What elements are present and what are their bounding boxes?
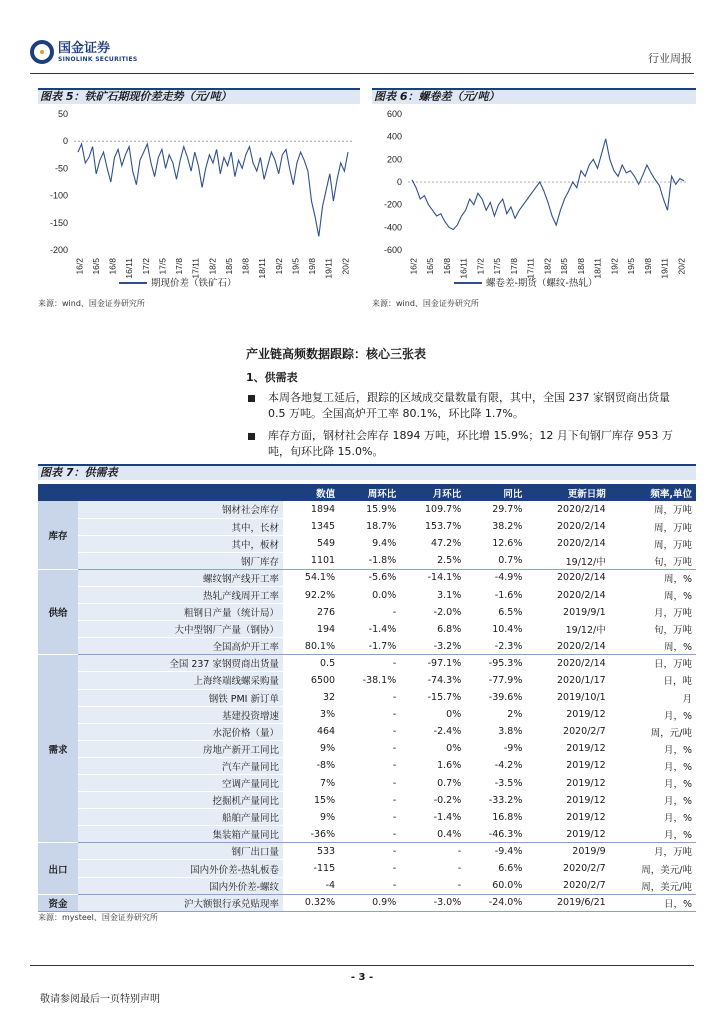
table-cell: 旬，万吨	[610, 621, 696, 638]
table-cell: 周，美元/吨	[610, 877, 696, 894]
table-cell: 月，%	[610, 740, 696, 757]
table-cell: 1894	[283, 501, 339, 518]
table-cell: 2%	[465, 706, 526, 723]
table-cell: 15.9%	[339, 501, 400, 518]
table-cell: 2020/2/7	[526, 877, 609, 894]
indicator-name: 钢材社会库存	[78, 501, 283, 518]
indicator-name: 沪大额银行承兑贴现率	[78, 894, 283, 911]
table-row	[38, 569, 696, 586]
table-cell: -24.0%	[465, 894, 526, 911]
table-cell: 2019/12	[526, 706, 609, 723]
table-cell: -	[339, 826, 400, 843]
indicator-name: 钢厂出口量	[78, 843, 283, 860]
table-cell: 32	[283, 689, 339, 706]
table-header-cell: 周环比	[339, 484, 400, 501]
logo-icon	[30, 40, 54, 64]
table-cell: 109.7%	[400, 501, 465, 518]
y-tick-label: 400	[386, 131, 402, 142]
table-cell: -115	[283, 860, 339, 877]
table-cell: -	[339, 723, 400, 740]
table-cell: -2.0%	[400, 604, 465, 621]
table-cell: 6.6%	[465, 860, 526, 877]
table-cell: 2019/9/1	[526, 604, 609, 621]
table-cell: -3.5%	[465, 775, 526, 792]
table-cell: 38.2%	[465, 518, 526, 535]
table-row	[38, 655, 696, 672]
x-tick-label: 19/11	[659, 258, 670, 279]
x-tick-label: 17/8	[174, 258, 184, 275]
figure7-title: 图表 7：供需表	[38, 464, 696, 480]
table-row	[38, 723, 696, 740]
table-row	[38, 740, 696, 757]
table-cell: -	[339, 775, 400, 792]
table-cell: 旬，万吨	[610, 552, 696, 569]
report-type: 行业周报	[648, 52, 692, 65]
table-cell: 9%	[283, 809, 339, 826]
table-cell: -	[339, 706, 400, 723]
table-cell: 周，%	[610, 586, 696, 603]
x-tick-label: 16/11	[124, 258, 135, 279]
y-tick-label: 0	[62, 136, 68, 147]
table-cell: 0.0%	[339, 586, 400, 603]
indicator-name: 螺纹钢产线开工率	[78, 569, 283, 586]
logo-cn: 国金证券	[58, 40, 111, 56]
y-tick-label: -150	[49, 217, 68, 228]
table-cell: 日，%	[610, 894, 696, 911]
table-cell: 0.7%	[465, 552, 526, 569]
category-cell: 需求	[38, 655, 78, 843]
table-cell: 47.2%	[400, 535, 465, 552]
table-cell: -46.3%	[465, 826, 526, 843]
table-cell: 3.1%	[400, 586, 465, 603]
table-cell: 周，万吨	[610, 518, 696, 535]
y-tick-label: -600	[383, 245, 402, 255]
table-cell: 54.1%	[283, 569, 339, 586]
table-cell: 0%	[400, 706, 465, 723]
x-tick-label: 18/5	[559, 258, 569, 275]
y-tick-label: 0	[396, 177, 402, 187]
y-tick-label: 200	[386, 154, 402, 165]
table-cell: 15%	[283, 792, 339, 809]
table-cell: -9%	[465, 740, 526, 757]
table-cell: 月，万吨	[610, 843, 696, 860]
table-cell: -38.1%	[339, 672, 400, 689]
table-row	[38, 843, 696, 860]
table-cell: -	[339, 757, 400, 774]
table-cell: 18.7%	[339, 518, 400, 535]
x-tick-label: 18/8	[240, 258, 251, 275]
table-row	[38, 621, 696, 638]
table-row	[38, 809, 696, 826]
table-cell: -0.2%	[400, 792, 465, 809]
table-cell: 2019/9	[526, 843, 609, 860]
table-cell: 2020/2/14	[526, 518, 609, 535]
indicator-name: 其中，长材	[78, 518, 283, 535]
table-cell: -1.7%	[339, 638, 400, 655]
table-cell: -	[400, 877, 465, 894]
table-row	[38, 775, 696, 792]
table-cell: -	[400, 843, 465, 860]
legend-label: 螺卷差-期货（螺纹-热轧）	[486, 278, 598, 289]
bullet-icon	[248, 433, 255, 440]
table-cell: 月，%	[610, 826, 696, 843]
table-cell: 2020/2/14	[526, 501, 609, 518]
table-cell: 周，万吨	[610, 535, 696, 552]
category-cell: 出口	[38, 843, 78, 894]
table-cell: 80.1%	[283, 638, 339, 655]
table-cell: -4.2%	[465, 757, 526, 774]
table-row	[38, 552, 696, 569]
table-cell: 0.4%	[400, 826, 465, 843]
table-cell: -97.1%	[400, 655, 465, 672]
series-line	[78, 144, 348, 237]
table-cell: -	[400, 860, 465, 877]
table-cell: -	[339, 792, 400, 809]
bullet-icon	[248, 395, 255, 402]
table-cell: 3%	[283, 706, 339, 723]
table-cell: -	[339, 655, 400, 672]
table-cell: -4	[283, 877, 339, 894]
table-row	[38, 672, 696, 689]
table-cell: 周，美元/吨	[610, 860, 696, 877]
table-cell: -1.4%	[400, 809, 465, 826]
x-tick-label: 18/5	[223, 258, 234, 275]
table-cell: 92.2%	[283, 586, 339, 603]
indicator-name: 大中型钢厂产量（钢协）	[78, 621, 283, 638]
x-tick-label: 16/5	[425, 258, 435, 275]
figure5-title: 图表 5：铁矿石期现价差走势（元/吨）	[38, 88, 360, 104]
indicator-name: 钢铁 PMI 新订单	[78, 689, 283, 706]
x-tick-label: 16/11	[458, 258, 469, 279]
x-tick-label: 17/11	[190, 258, 201, 279]
indicator-name: 集装箱产量同比	[78, 826, 283, 843]
table-cell: 2.5%	[400, 552, 465, 569]
table-cell: 月	[610, 689, 696, 706]
figure5-chart	[38, 106, 360, 294]
indicator-name: 水泥价格（量）	[78, 723, 283, 740]
x-tick-label: 16/8	[441, 258, 452, 275]
table-cell: 2019/12	[526, 757, 609, 774]
y-tick-label: -50	[54, 163, 68, 174]
table-row	[38, 638, 696, 655]
x-tick-label: 19/2	[273, 258, 284, 275]
table-header-cell: 更新日期	[526, 484, 609, 501]
indicator-name: 全国高炉开工率	[78, 638, 283, 655]
x-tick-label: 18/8	[575, 258, 586, 275]
table-cell: -1.4%	[339, 621, 400, 638]
table-cell: 2019/12	[526, 792, 609, 809]
table-cell: -	[339, 689, 400, 706]
table-cell: 6.8%	[400, 621, 465, 638]
table-cell: 2019/12	[526, 740, 609, 757]
table-cell: -1.8%	[339, 552, 400, 569]
x-tick-label: 16/2	[74, 258, 85, 275]
figure6-chart	[372, 106, 696, 294]
table-cell: -1.6%	[465, 586, 526, 603]
table-cell: 464	[283, 723, 339, 740]
table-cell: -74.3%	[400, 672, 465, 689]
table-cell: 533	[283, 843, 339, 860]
table-cell: 2019/12	[526, 775, 609, 792]
table-cell: 6500	[283, 672, 339, 689]
x-tick-label: 17/8	[508, 258, 519, 275]
table-cell: 19/12/中	[526, 552, 609, 569]
table-cell: 2019/6/21	[526, 894, 609, 911]
table-cell: 周，万吨	[610, 501, 696, 518]
indicator-name: 粗钢日产量（统计局）	[78, 604, 283, 621]
table-header-cell: 频率,单位	[610, 484, 696, 501]
indicator-name: 国内外价差-螺纹	[78, 877, 283, 894]
table-cell: -3.2%	[400, 638, 465, 655]
category-cell: 资金	[38, 894, 78, 911]
indicator-name: 上海终端线螺采购量	[78, 672, 283, 689]
table-cell: -8%	[283, 757, 339, 774]
table-cell: 3.8%	[465, 723, 526, 740]
table-cell: -33.2%	[465, 792, 526, 809]
x-tick-label: 17/5	[492, 258, 502, 275]
x-tick-label: 17/2	[140, 258, 151, 275]
table-row	[38, 792, 696, 809]
table-cell: 月，万吨	[610, 604, 696, 621]
table-cell: 0.9%	[339, 894, 400, 911]
figure5-source: 来源：wind、国金证券研究所	[38, 299, 145, 308]
table-cell: -9.4%	[465, 843, 526, 860]
table-cell: 6.5%	[465, 604, 526, 621]
indicator-name: 房地产新开工同比	[78, 740, 283, 757]
x-tick-label: 19/5	[626, 258, 636, 275]
table-cell: 60.0%	[465, 877, 526, 894]
section-title: 产业链高频数据跟踪：核心三张表	[246, 347, 427, 361]
table-row	[38, 586, 696, 603]
y-tick-label: 600	[386, 109, 402, 119]
y-tick-label: -100	[49, 190, 68, 201]
page-header	[30, 36, 694, 74]
table-cell: 2020/2/14	[526, 535, 609, 552]
table-cell: 2020/2/14	[526, 638, 609, 655]
table-row	[38, 757, 696, 774]
table-row	[38, 877, 696, 894]
table-cell: 2019/10/1	[526, 689, 609, 706]
table-row	[38, 689, 696, 706]
indicator-name: 空调产量同比	[78, 775, 283, 792]
indicator-name: 挖掘机产量同比	[78, 792, 283, 809]
table-cell: -4.9%	[465, 569, 526, 586]
table-row	[38, 706, 696, 723]
y-tick-label: -200	[383, 199, 402, 210]
x-tick-label: 20/2	[676, 258, 687, 275]
table-cell: -2.3%	[465, 638, 526, 655]
indicator-name: 全国 237 家钢贸商出货量	[78, 655, 283, 672]
table-cell: 1.6%	[400, 757, 465, 774]
x-tick-label: 19/8	[642, 258, 653, 275]
table-row	[38, 826, 696, 843]
bullet-inventory	[248, 428, 688, 460]
table-cell: 月，%	[610, 706, 696, 723]
table-cell: -3.0%	[400, 894, 465, 911]
x-tick-label: 17/5	[157, 258, 168, 275]
figure6-source: 来源：wind、国金证券研究所	[372, 299, 479, 308]
x-tick-label: 18/11	[257, 258, 268, 279]
logo-en: SINOLINK SECURITIES	[58, 55, 138, 63]
x-tick-label: 16/2	[408, 258, 419, 275]
disclaimer: 敬请参阅最后一页特别声明	[40, 994, 160, 1005]
table-cell: -39.6%	[465, 689, 526, 706]
table-cell: 0.7%	[400, 775, 465, 792]
table-header-cell	[38, 484, 78, 501]
table-cell: 2020/1/17	[526, 672, 609, 689]
table-cell: 0%	[400, 740, 465, 757]
table-row	[38, 501, 696, 518]
table-cell: 1101	[283, 552, 339, 569]
supply-demand-table	[38, 484, 696, 912]
table-header-cell: 数值	[283, 484, 339, 501]
table-cell: 周，元/吨	[610, 723, 696, 740]
table-row	[38, 860, 696, 877]
x-tick-label: 20/2	[340, 258, 351, 275]
table-row	[38, 604, 696, 621]
legend-label: 期现价差（铁矿石）	[151, 278, 237, 289]
table-cell: -	[339, 604, 400, 621]
table-cell: 9.4%	[339, 535, 400, 552]
x-tick-label: 17/2	[475, 258, 486, 275]
table-cell: 194	[283, 621, 339, 638]
x-tick-label: 19/5	[290, 258, 301, 275]
table-cell: -	[339, 809, 400, 826]
table-row	[38, 894, 696, 911]
table-cell: 2019/12	[526, 809, 609, 826]
table-row	[38, 518, 696, 535]
table-cell: 月，%	[610, 757, 696, 774]
table-cell: 10.4%	[465, 621, 526, 638]
table-header-cell: 月环比	[400, 484, 465, 501]
table-cell: 2020/2/14	[526, 569, 609, 586]
indicator-name: 国内外价差-热轧板卷	[78, 860, 283, 877]
table-cell: -95.3%	[465, 655, 526, 672]
table-cell: 周，%	[610, 569, 696, 586]
figure6-title: 图表 6：螺卷差（元/吨）	[372, 88, 696, 104]
x-tick-label: 18/2	[207, 258, 218, 275]
table-cell: 2020/2/14	[526, 586, 609, 603]
table-cell: 549	[283, 535, 339, 552]
table-cell: 1345	[283, 518, 339, 535]
indicator-name: 热轧产线周开工率	[78, 586, 283, 603]
indicator-name: 汽车产量同比	[78, 757, 283, 774]
table-cell: 日，万吨	[610, 655, 696, 672]
indicator-name: 基建投资增速	[78, 706, 283, 723]
table-cell: -2.4%	[400, 723, 465, 740]
y-tick-label: -400	[383, 222, 402, 233]
table-cell: 2020/2/7	[526, 723, 609, 740]
table-cell: 29.7%	[465, 501, 526, 518]
table-cell: 16.8%	[465, 809, 526, 826]
bullet-supply	[248, 390, 688, 422]
table-cell: -5.6%	[339, 569, 400, 586]
table-cell: 7%	[283, 775, 339, 792]
category-cell: 库存	[38, 501, 78, 569]
table-cell: 2020/2/7	[526, 860, 609, 877]
table-cell: 2020/2/14	[526, 655, 609, 672]
x-tick-label: 19/11	[323, 258, 334, 279]
table-cell: 2019/12	[526, 826, 609, 843]
table-cell: -	[339, 843, 400, 860]
table-cell: -	[339, 740, 400, 757]
table-cell: -	[339, 860, 400, 877]
indicator-name: 其中，板材	[78, 535, 283, 552]
table-cell: -77.9%	[465, 672, 526, 689]
footer-divider	[30, 965, 694, 966]
table-cell: 153.7%	[400, 518, 465, 535]
table-cell: 19/12/中	[526, 621, 609, 638]
table-cell: 0.32%	[283, 894, 339, 911]
table-header-cell: 同比	[465, 484, 526, 501]
table-cell: 12.6%	[465, 535, 526, 552]
x-tick-label: 16/8	[107, 258, 118, 275]
x-tick-label: 19/8	[307, 258, 317, 275]
table-cell: 月，%	[610, 775, 696, 792]
series-line	[412, 139, 684, 230]
section-subtitle: 1、供需表	[246, 371, 298, 384]
logo	[30, 40, 137, 64]
x-tick-label: 16/5	[90, 258, 101, 275]
table-cell: -	[339, 877, 400, 894]
x-tick-label: 17/11	[525, 258, 536, 279]
page-number: - 3 -	[350, 972, 374, 983]
table-cell: 月，%	[610, 792, 696, 809]
table-cell: 月，%	[610, 809, 696, 826]
table-cell: 周，%	[610, 638, 696, 655]
bullet-text: 库存方面，钢材社会库存 1894 万吨，环比增 15.9%；12 月下旬钢厂库存 953 万吨，旬环比降 15.0%。	[268, 429, 673, 458]
figure7-source: 来源：mysteel、国金证券研究所	[38, 913, 158, 922]
table-cell: 9%	[283, 740, 339, 757]
indicator-name: 船舶产量同比	[78, 809, 283, 826]
x-tick-label: 18/2	[542, 258, 553, 275]
table-cell: -14.1%	[400, 569, 465, 586]
table-header-row	[38, 484, 696, 501]
y-tick-label: -200	[49, 245, 68, 255]
indicator-name: 钢厂库存	[78, 552, 283, 569]
y-tick-label: 50	[57, 109, 68, 119]
table-row	[38, 535, 696, 552]
x-tick-label: 19/2	[609, 258, 620, 275]
x-tick-label: 18/11	[592, 258, 603, 279]
table-header-cell	[78, 484, 283, 501]
table-cell: -36%	[283, 826, 339, 843]
bullet-text: 本周各地复工延后，跟踪的区域成交量数量有限，其中，全国 237 家钢贸商出货量 0.5 万吨。全国高炉开工率 80.1%，环比降 1.7%。	[268, 391, 670, 420]
table-cell: 0.5	[283, 655, 339, 672]
table-cell: 日，吨	[610, 672, 696, 689]
table-cell: 276	[283, 604, 339, 621]
category-cell: 供给	[38, 569, 78, 654]
table-cell: -15.7%	[400, 689, 465, 706]
